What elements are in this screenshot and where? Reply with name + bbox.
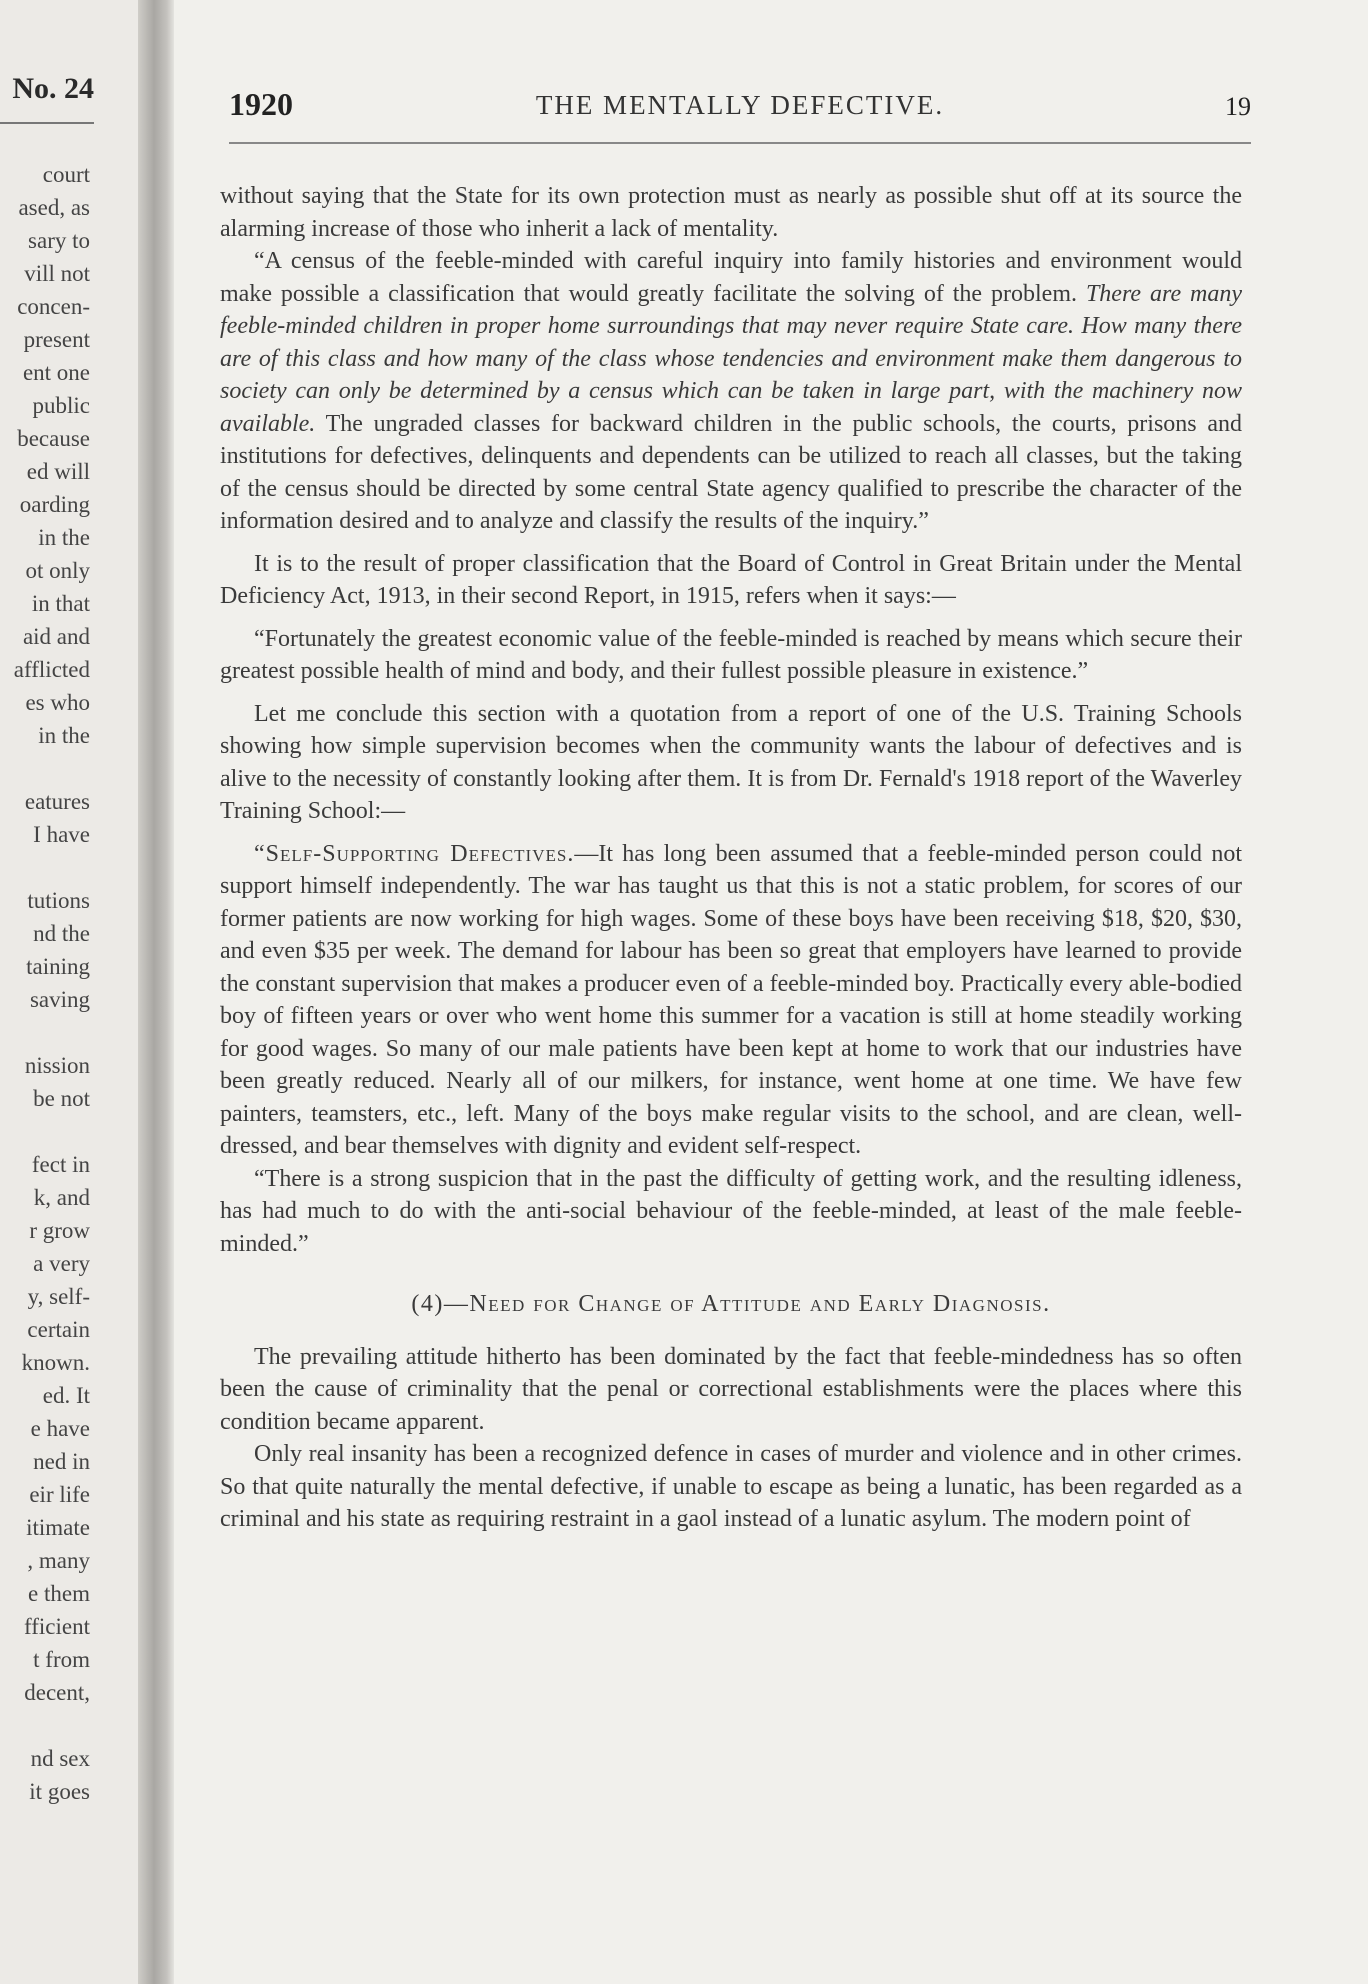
paragraph-census-quote — [220, 245, 1242, 538]
left-line-fragment: aid and — [22, 624, 90, 649]
left-line-fragment: taining — [26, 954, 90, 979]
left-line-fragment: t from — [33, 1647, 90, 1672]
left-line-fragment: public — [32, 393, 90, 418]
running-header — [229, 86, 1251, 144]
left-line-fragment: saving — [29, 987, 90, 1012]
left-line-fragment: y, self- — [27, 1284, 90, 1309]
left-line-fragment — [0, 1115, 90, 1148]
left-line-fragment: court — [42, 162, 90, 187]
left-line-fragment: in that — [31, 591, 90, 616]
quote-text-end: The ungraded classes for backward children in the public schools, the courts, prisons and institutions for defectives, delinquents and dependents can be utilized to reach all classes, but the taking of the census should be directed by some central State agency qualified to prescribe the character of the information desired and to analyze and classify the results of the inquiry.” — [220, 410, 1242, 534]
page — [174, 0, 1368, 1984]
left-line-fragment: present — [23, 327, 90, 352]
left-line-fragment: r grow — [29, 1218, 90, 1243]
left-line-fragment: k, and — [33, 1185, 90, 1210]
left-line-fragment: nd sex — [30, 1746, 90, 1771]
left-line-fragment: afflicted — [13, 657, 90, 682]
left-line-fragment: because — [17, 426, 90, 451]
left-line-fragment: e have — [30, 1416, 90, 1441]
header-title: THE MENTALLY DEFECTIVE. — [535, 90, 945, 120]
left-line-fragment: itimate — [26, 1515, 90, 1540]
paragraph: Let me conclude this section with a quotation from a report of one of the U.S. Training Schools showing how simple supervision becomes when the community wants the labour of defectives and is alive to the necessity of constantly looking after them. It is from Dr. Fernald's 1918 report of the Waverley Training School:— — [220, 700, 1242, 824]
left-line-fragment: eatures — [24, 789, 90, 814]
left-line-fragment: be not — [33, 1086, 90, 1111]
left-line-fragment: e them — [28, 1581, 90, 1606]
left-line-fragment: ed will — [26, 459, 90, 484]
page-body — [220, 180, 1242, 1536]
left-line-fragment: ed. It — [42, 1383, 90, 1408]
left-line-fragment: ot only — [25, 558, 90, 583]
left-line-fragment: a very — [33, 1251, 90, 1276]
left-line-fragment: concen- — [17, 294, 90, 319]
left-line-fragment: in the — [38, 525, 90, 550]
left-line-fragment — [0, 1016, 90, 1049]
quote-heading: “Self-Supporting Defectives. — [254, 840, 575, 867]
left-line-fragment: ent one — [22, 360, 90, 385]
quote-text: “A census of the feeble-minded with careful inquiry into family histories and environment would make possible a classification that would greatly facilitate the solving of the problem. — [220, 248, 1242, 307]
left-line-fragment: in the — [38, 723, 90, 748]
left-line-fragment: oarding — [19, 492, 90, 517]
left-page-number: No. 24 — [12, 72, 94, 105]
paragraph: The prevailing attitude hitherto has been dominated by the fact that feeble-mindedness has so often been the cause of criminality that the penal or correctional establishments were the places where this condition became apparent. — [220, 1343, 1242, 1435]
paragraph-quote: “Fortunately the greatest economic value of the feeble-minded is reached by means which secure their greatest possible health of mind and body, and their fullest possible pleasure in existence.” — [220, 625, 1242, 684]
left-line-fragment: , many — [27, 1548, 90, 1573]
left-line-fragment: vill not — [24, 261, 90, 286]
left-line-fragment: it goes — [29, 1779, 90, 1804]
header-year: 1920 — [229, 86, 293, 122]
paragraph: without saying that the State for its own protection must as nearly as possible shut off at its source the alarming increase of those who inherit a lack of mentality. — [220, 183, 1242, 242]
left-line-fragment: fect in — [31, 1152, 90, 1177]
paragraph-fernald-quote — [220, 838, 1242, 1163]
quote-italic-text: There are many feeble-minded children in proper home surroundings that may never require State care. How many there are of this class and how many of the class whose tendencies and environment make them dangerous to society can only be determined by a census which can be taken in large part, with the machinery now available. — [220, 280, 1243, 437]
left-line-fragment — [0, 851, 90, 884]
left-line-fragment: nission — [24, 1053, 90, 1078]
left-line-fragment: sary to — [28, 228, 90, 253]
left-line-fragment: nd the — [33, 921, 90, 946]
paragraph: It is to the result of proper classification that the Board of Control in Great Britain under the Mental Deficiency Act, 1913, in their second Report, in 1915, refers when it says:— — [220, 550, 1242, 609]
quote-text: —It has long been assumed that a feeble-minded person could not support himself independently. The war has taught us that this is not a static problem, for scores of our former patients are now working for high wages. Some of these boys have been receiving $18, $20, $30, and even $35 per week. The demand for labour has been so great that employers have learned to provide the constant supervision that makes a producer even of a feeble-minded boy. Practically every able-bodied boy of fifteen years or over who went home this summer for a vacation is still at home steadily working for good wages. So many of our male patients have been kept at home to work that our industries have been greatly reduced. Nearly all of our milkers, for instance, went home at one time. We have few painters, teamsters, etc., left. Many of the boys make regular visits to the school, and are clean, well-dressed, and bear themselves with dignity and evident self-respect. — [220, 840, 1242, 1159]
left-line-fragment: certain — [27, 1317, 90, 1342]
section-heading: (4)—Need for Change of Attitude and Early Diagnosis. — [411, 1291, 1051, 1317]
left-page-header — [0, 72, 94, 124]
left-page-text — [0, 158, 90, 1808]
left-line-fragment: ased, as — [18, 195, 90, 220]
paragraph-quote: “There is a strong suspicion that in the past the difficulty of getting work, and the resulting idleness, has had much to do with the anti-social behaviour of the feeble-minded, at least of the male feeble-minded.” — [220, 1165, 1242, 1257]
left-line-fragment: fficient — [24, 1614, 90, 1639]
book-spine — [138, 0, 174, 1984]
left-line-fragment: I have — [33, 822, 90, 847]
left-line-fragment — [0, 1709, 90, 1742]
left-line-fragment: tutions — [27, 888, 90, 913]
paragraph: Only real insanity has been a recognized defence in cases of murder and violence and in other crimes. So that quite naturally the mental defective, if unable to escape as being a lunatic, has been regarded as a criminal and his state as requiring restraint in a gaol instead of a lunatic asylum. The modern point of — [220, 1441, 1242, 1532]
left-line-fragment: decent, — [24, 1680, 90, 1705]
left-page-strip — [0, 0, 160, 1984]
page-number: 19 — [1225, 92, 1251, 121]
left-line-fragment: eir life — [29, 1482, 90, 1507]
left-line-fragment: known. — [21, 1350, 90, 1375]
left-line-fragment — [0, 752, 90, 785]
left-line-fragment: ned in — [33, 1449, 90, 1474]
left-line-fragment: es who — [25, 690, 90, 715]
